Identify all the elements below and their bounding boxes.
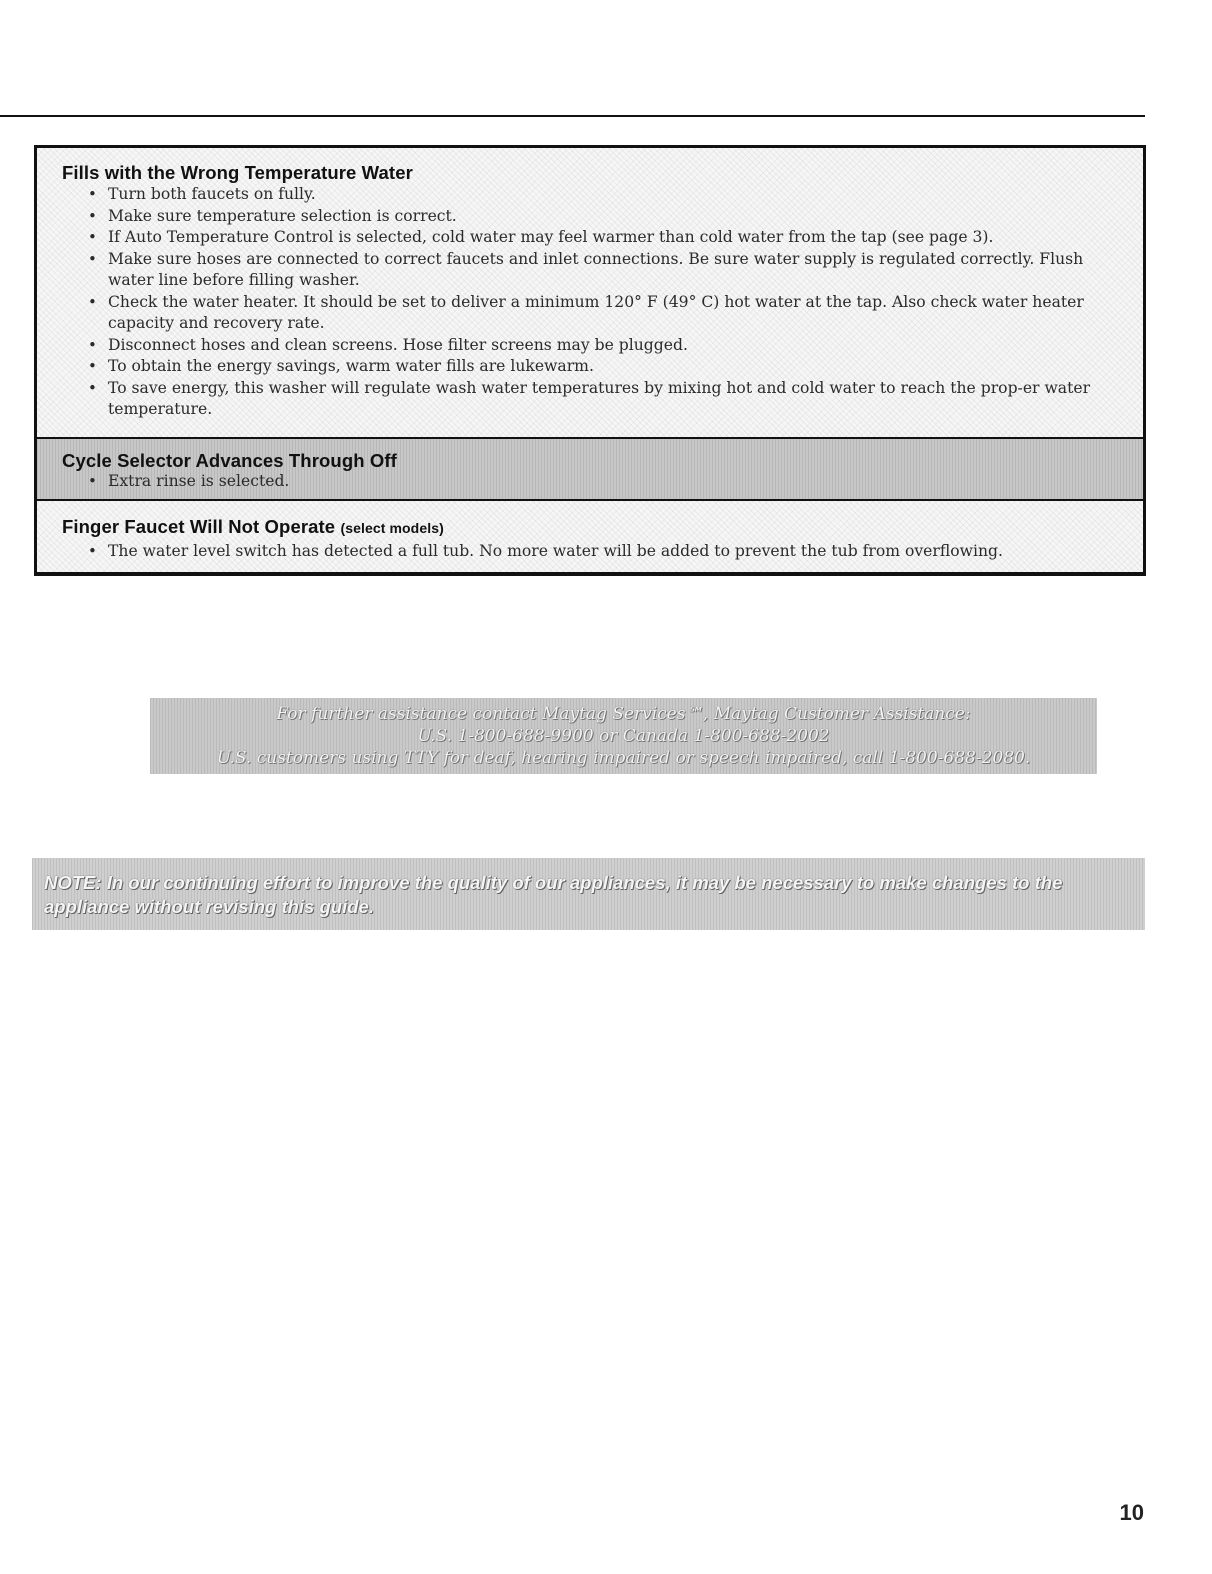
assistance-phone-line: U.S. 1-800-688-9900 or Canada 1-800-688-2002: [417, 726, 830, 746]
assistance-banner: [150, 698, 1097, 774]
section-subtitle: (select models): [340, 520, 444, 536]
bullet-list: [88, 184, 1127, 421]
bullet-list: [88, 541, 1127, 563]
section-wrong-temperature: [37, 148, 1143, 437]
header-rule: [0, 115, 1145, 117]
list-item: • The water level switch has detected a full tub. No more water will be added to prevent the tub from overflowing.: [88, 541, 1127, 563]
section-finger-faucet: [37, 501, 1143, 572]
list-item: • Make sure temperature selection is correct.: [88, 206, 1127, 228]
section-title-text: Finger Faucet Will Not Operate: [62, 516, 336, 537]
list-item: • Make sure hoses are connected to correct faucets and inlet connections. Be sure water supply is regulated correctly. Flush water line before filling washer.: [88, 249, 1127, 292]
assistance-line: For further assistance contact Maytag Services℠, Maytag Customer Assistance:: [276, 704, 971, 724]
page-number: 10: [1119, 1500, 1144, 1525]
section-title: Fills with the Wrong Temperature Water: [62, 162, 413, 183]
assistance-tty-line: U.S. customers using TTY for deaf, hearing impaired or speech impaired, call 1-800-688-2080.: [216, 748, 1031, 768]
list-item: • Turn both faucets on fully.: [88, 184, 1127, 206]
section-title: [62, 516, 444, 538]
list-item: • To save energy, this washer will regulate wash water temperatures by mixing hot and cold water to reach the prop-er water temperature.: [88, 378, 1127, 421]
list-item: • Extra rinse is selected.: [88, 471, 1127, 493]
list-item: • To obtain the energy savings, warm water fills are lukewarm.: [88, 356, 1127, 378]
section-title: Cycle Selector Advances Through Off: [62, 450, 397, 471]
note-banner: NOTE: In our continuing effort to improve the quality of our appliances, it may be necessary to make changes to the appliance without revising this guide.: [32, 858, 1145, 930]
list-item: • Check the water heater. It should be set to deliver a minimum 120° F (49° C) hot water at the tap. Also check water heater capacity and recovery rate.: [88, 292, 1127, 335]
bullet-list: [88, 471, 1127, 493]
section-cycle-selector: [37, 437, 1143, 501]
troubleshooting-table: [34, 145, 1146, 576]
list-item: • Disconnect hoses and clean screens. Hose filter screens may be plugged.: [88, 335, 1127, 357]
list-item: • If Auto Temperature Control is selected, cold water may feel warmer than cold water from the tap (see page 3).: [88, 227, 1127, 249]
